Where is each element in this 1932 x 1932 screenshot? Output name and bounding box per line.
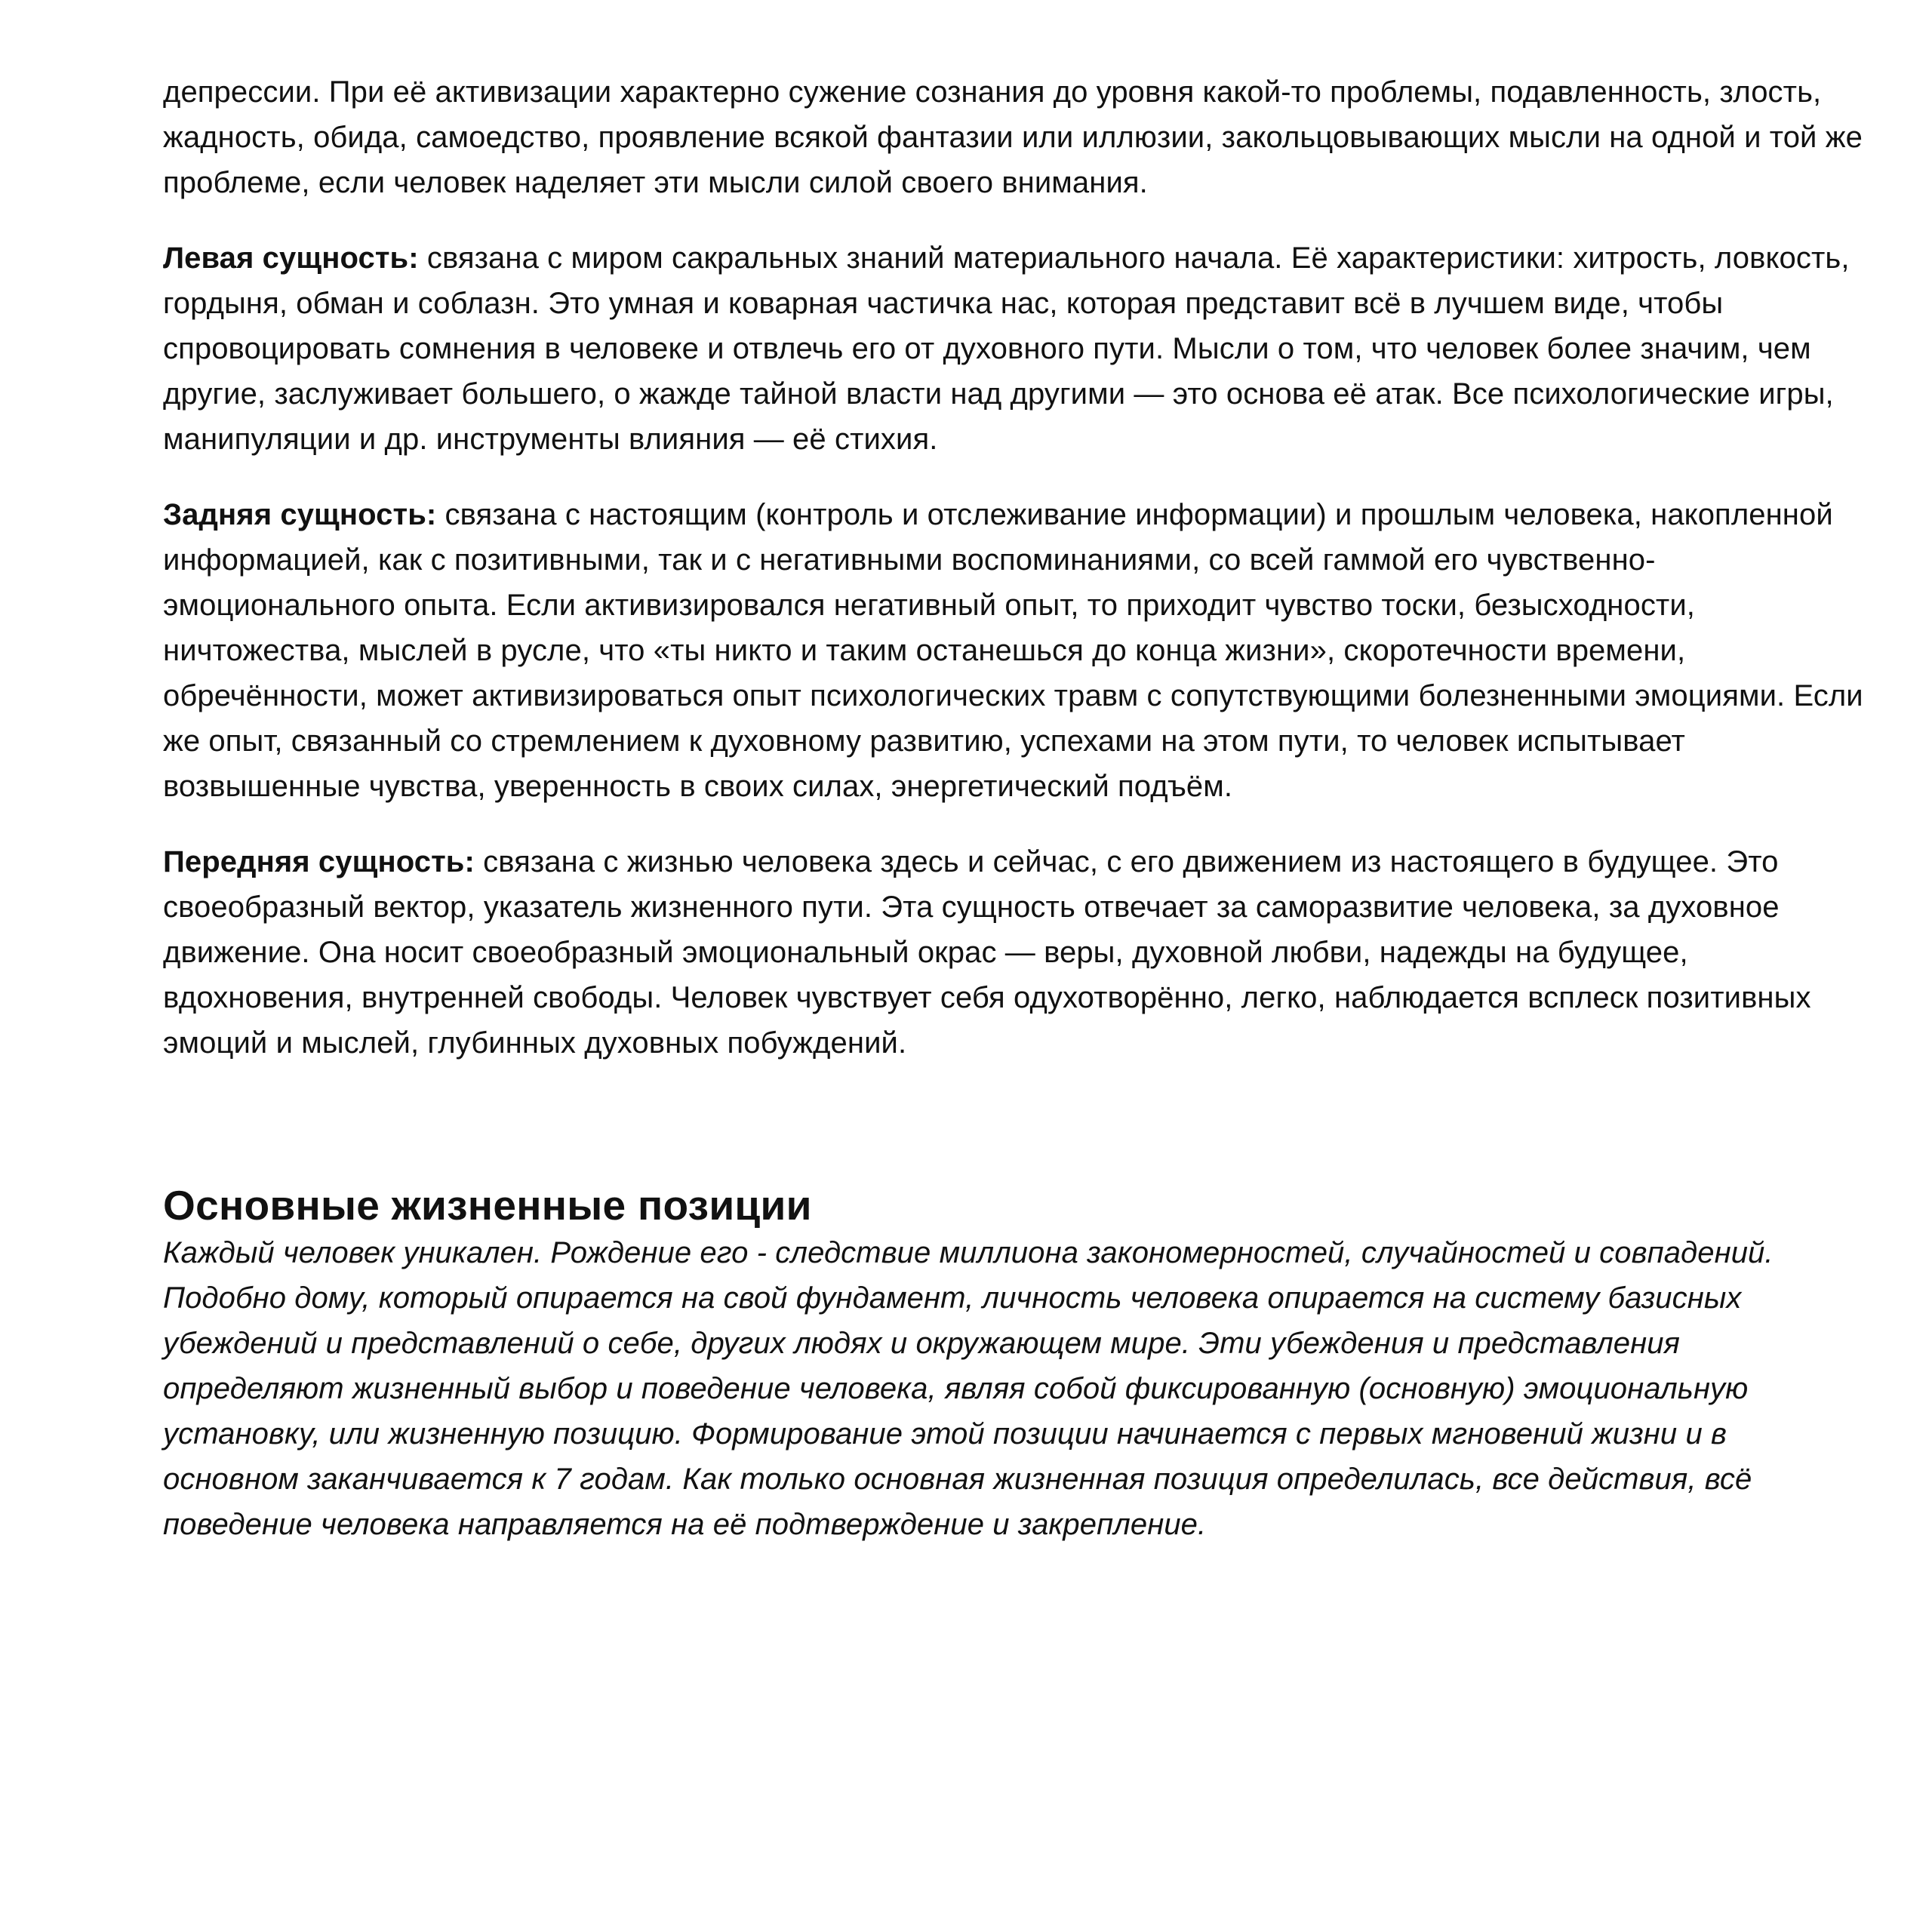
paragraph-text: депрессии. При её активизации характерно сужение сознания до уровня какой-то проблемы, подавленность, злость, жадность, обида, самоедство, проявление всякой фантазии или иллюзии, закольцовывающих мысли на одной и той же проблеме, если человек наделяет эти мысли силой своего внимания. (163, 75, 1863, 199)
paragraph-label: Задняя сущность: (163, 498, 437, 531)
paragraph-left-entity (163, 235, 1869, 462)
section-spacer (163, 1096, 1869, 1180)
section-intro-paragraph: Каждый человек уникален. Рождение его - следствие миллиона закономерностей, случайностей и совпадений. Подобно дому, который опирается на свой фундамент, личность человека опирается на систему базисных убеждений и представлений о себе, других людях и окружающем мире. Эти убеждения и представления определяют жизненный выбор и поведение человека, являя собой фиксированную (основную) эмоциональную установку, или жизненную позицию. Формирование этой позиции начинается с первых мгновений жизни и в основном заканчивается к 7 годам. Как только основная жизненная позиция определилась, все действия, всё поведение человека направляется на её подтверждение и закрепление. (163, 1236, 1774, 1541)
document-content (163, 69, 1869, 1547)
paragraph-front-entity (163, 839, 1869, 1066)
paragraph-text: связана с жизнью человека здесь и сейчас, с его движением из настоящего в будущее. Это своеобразный вектор, указатель жизненного пути. Эта сущность отвечает за саморазвитие человека, за духовное движение. Она носит своеобразный эмоциональный окрас — веры, духовной любви, надежды на будущее, вдохновения, внутренней свободы. Человек чувствует себя одухотворённо, легко, наблюдается всплеск позитивных эмоций и мыслей, глубинных духовных побуждений. (163, 845, 1811, 1060)
paragraph-text: связана с миром сакральных знаний материального начала. Её характеристики: хитрость, ловкость, гордыня, обман и соблазн. Это умная и коварная частичка нас, которая представит всё в лучшем виде, чтобы спровоцировать сомнения в человеке и отвлечь его от духовного пути. Мысли о том, что человек более значим, чем другие, заслуживает большего, о жажде тайной власти над другими — это основа её атак. Все психологические игры, манипуляции и др. инструменты влияния — её стихия. (163, 242, 1850, 456)
paragraph-label: Передняя сущность: (163, 845, 475, 878)
paragraph-back-entity (163, 492, 1869, 809)
paragraph-depression-continued (163, 69, 1869, 205)
paragraph-text: связана с настоящим (контроль и отслеживание информации) и прошлым человека, накопленной информацией, как с позитивными, так и с негативными воспоминаниями, со всей гаммой его чувственно-эмоционального опыта. Если активизировался негативный опыт, то приходит чувство тоски, безысходности, ничтожества, мыслей в русле, что «ты никто и таким останешься до конца жизни», скоротечности времени, обречённости, может активизироваться опыт психологических травм с сопутствующими болезненными эмоциями. Если же опыт, связанный со стремлением к духовному развитию, успехами на этом пути, то человек испытывает возвышенные чувства, уверенность в своих силах, энергетический подъём. (163, 498, 1863, 803)
paragraph-label: Левая сущность: (163, 242, 419, 275)
section-heading: Основные жизненные позиции (163, 1182, 812, 1229)
